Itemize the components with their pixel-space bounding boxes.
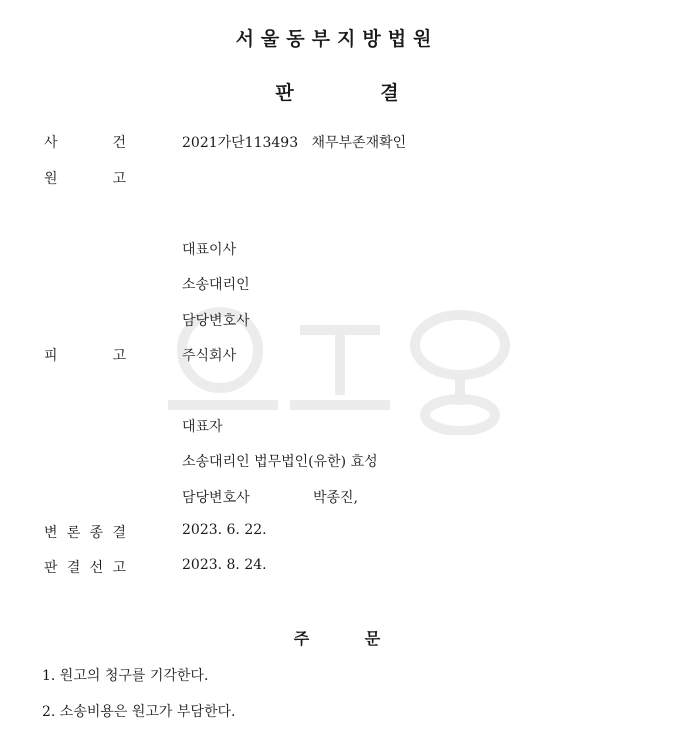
label-char: 결 — [66, 560, 81, 576]
case-number: 2021가단113493 — [182, 135, 299, 151]
court-name: 서울동부지방법원 — [235, 28, 439, 50]
label-char: 건 — [112, 135, 126, 151]
defendant-name: 주식회사 — [182, 348, 237, 364]
defendant-attorney-label: 담당변호사 — [182, 490, 250, 506]
label-char: 판 — [44, 560, 58, 576]
case-label — [44, 132, 126, 152]
label-char: 고 — [112, 171, 126, 187]
defendant-attorney-name: 박종진, — [313, 490, 359, 506]
plaintiff-representative: 대표이사 — [182, 242, 237, 258]
plaintiff-counsel: 소송대리인 — [182, 277, 250, 293]
label-char: 고 — [112, 348, 126, 364]
disposition-item: 2. 소송비용은 원고가 부담한다. — [42, 704, 236, 720]
plaintiff-attorney: 담당변호사 — [182, 313, 250, 329]
case-name: 채무부존재확인 — [311, 135, 407, 151]
case-info — [182, 132, 406, 152]
label-char: 론 — [66, 525, 81, 541]
disposition-title: 주 문 — [293, 629, 381, 648]
closing-label — [44, 522, 126, 542]
defendant-representative: 대표자 — [182, 419, 223, 435]
label-char: 원 — [44, 171, 58, 187]
closing-date: 2023. 6. 22. — [182, 522, 267, 538]
label-char: 사 — [44, 135, 58, 151]
label-char: 고 — [112, 560, 126, 576]
disposition-item: 1. 원고의 청구를 기각한다. — [42, 668, 209, 684]
defendant-counsel: 소송대리인 법무법인(유한) 효성 — [182, 454, 378, 470]
plaintiff-label — [44, 168, 126, 188]
label-char: 피 — [44, 348, 58, 364]
label-char: 선 — [89, 560, 104, 576]
sentencing-label — [44, 557, 126, 577]
document-title: 판 결 — [275, 82, 399, 104]
label-char: 종 — [89, 525, 104, 541]
sentencing-date: 2023. 8. 24. — [182, 557, 267, 573]
label-char: 결 — [112, 525, 126, 541]
defendant-label — [44, 345, 126, 365]
label-char: 변 — [44, 525, 58, 541]
